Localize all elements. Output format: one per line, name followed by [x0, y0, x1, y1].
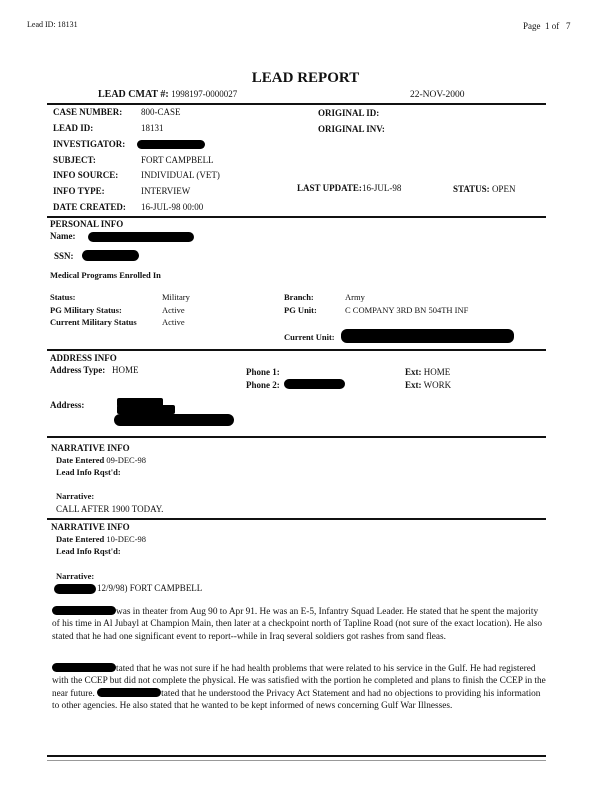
narrative2-paragraph1 [52, 606, 548, 643]
info-type-value: INTERVIEW [141, 186, 191, 196]
paragraph2-text-a: tated that he was not sure if he had health problems that were related to his service in the Gulf. He had registered with the CCEP but did not complete the physical. He was satisfied with the portion he completed and plans to finish the CCEP in the near future. [52, 664, 546, 699]
pg-military-status-label: PG Military Status: [50, 305, 122, 315]
report-title: LEAD REPORT [251, 70, 360, 86]
date-entered-value: 09-DEC-98 [106, 455, 147, 465]
status-military-value: Military [162, 292, 190, 302]
date-entered-label: Date Entered [56, 534, 105, 544]
case-number-label: CASE NUMBER: [53, 107, 123, 117]
date-entered-value: 10-DEC-98 [106, 534, 147, 544]
address-type-label: Address Type: [50, 365, 106, 375]
name-label: Name: [50, 231, 76, 241]
current-unit-label: Current Unit: [284, 332, 335, 342]
narrative2-paragraph2 [52, 663, 548, 712]
redacted-phone2 [284, 379, 345, 389]
narrative2-lead-info-label: Lead Info Rqst'd: [56, 546, 121, 556]
redacted-name [88, 232, 194, 242]
cmat-row [98, 89, 237, 100]
subject-label: SUBJECT: [53, 155, 96, 165]
divider [47, 216, 546, 218]
ext2 [405, 380, 451, 390]
redacted-ssn [82, 250, 139, 261]
page-indicator [523, 21, 571, 31]
pg-unit-value: C COMPANY 3RD BN 504TH INF [345, 305, 469, 315]
ext1-value: HOME [423, 367, 451, 377]
date-entered-label: Date Entered [56, 455, 105, 465]
phone1-label: Phone 1: [246, 367, 280, 377]
current-military-status-value: Active [162, 317, 185, 327]
branch-label: Branch: [284, 292, 314, 302]
ext1 [405, 367, 450, 377]
original-inv-label: ORIGINAL INV: [318, 124, 385, 134]
lead-id-value: 18131 [141, 123, 164, 133]
cmat-value: 1998197-0000027 [171, 89, 238, 99]
narrative1-text: CALL AFTER 1900 TODAY. [56, 504, 164, 514]
divider [47, 755, 546, 757]
status-value: OPEN [491, 184, 516, 194]
lead-id-header: Lead ID: 18131 [27, 20, 78, 29]
ssn-label: SSN: [54, 251, 74, 261]
page-label: Page [523, 21, 541, 31]
original-id-label: ORIGINAL ID: [318, 108, 380, 118]
divider [47, 760, 546, 761]
redacted-address-line3 [114, 414, 234, 426]
redacted-name-inline [97, 688, 161, 697]
redacted-name-inline [52, 663, 116, 672]
paragraph1-text: was in theater from Aug 90 to Apr 91. He was an E-5, Infantry Squad Leader. He stated that he spent the majority of his time in Al Jubayl at Champion Main, then later at a checkpoint north of Tapline Road (not sure of the exact location). He also stated that he had one significant event to report--while in Iraq several soldiers got rashes from sand fleas. [52, 607, 542, 642]
date-created-value: 16-JUL-98 00:00 [141, 202, 204, 212]
current-military-status-label: Current Military Status [50, 317, 137, 327]
address-type [50, 365, 139, 375]
narrative2-first-line: 12/9/98) FORT CAMPBELL [97, 583, 203, 593]
last-update-label: LAST UPDATE: [297, 183, 362, 193]
page-total: 7 [566, 21, 571, 31]
pg-military-status-value: Active [162, 305, 185, 315]
personal-info-heading: PERSONAL INFO [50, 219, 124, 229]
narrative2-date-entered [56, 534, 146, 544]
date-created-label: DATE CREATED: [53, 202, 126, 212]
cmat-label: LEAD CMAT #: [98, 89, 169, 100]
redacted-address-line2 [117, 405, 175, 414]
redacted-current-unit [341, 329, 514, 343]
medical-programs-label: Medical Programs Enrolled In [50, 270, 161, 280]
info-type-label: INFO TYPE: [53, 186, 105, 196]
case-number-value: 800-CASE [141, 107, 181, 117]
divider [47, 518, 546, 520]
divider [47, 436, 546, 438]
ext2-value: WORK [423, 380, 452, 390]
subject-value: FORT CAMPBELL [141, 155, 214, 165]
narrative1-lead-info-label: Lead Info Rqst'd: [56, 467, 121, 477]
address-info-heading: ADDRESS INFO [50, 353, 117, 363]
phone2-label: Phone 2: [246, 380, 280, 390]
status [453, 184, 515, 194]
status-military-label: Status: [50, 292, 76, 302]
ext1-label: Ext: [405, 367, 422, 377]
report-date: 22-NOV-2000 [410, 90, 465, 100]
branch-value: Army [345, 292, 365, 302]
address-label: Address: [50, 400, 85, 410]
info-source-label: INFO SOURCE: [53, 170, 119, 180]
redacted-name-inline [52, 606, 116, 615]
page-number: 1 [545, 21, 550, 31]
last-update [297, 183, 401, 193]
lead-id-label: LEAD ID: [53, 123, 94, 133]
divider [47, 103, 546, 105]
page-of: of [551, 21, 560, 31]
last-update-value: 16-JUL-98 [361, 183, 402, 193]
info-source-value: INDIVIDUAL (VET) [141, 170, 220, 180]
paragraph2-text-b: tated that he understood the Privacy Act Statement and had no objections to providing his information to other agencies. He also stated that he wanted to be kept informed of news concerning Gulf War Illnesses. [52, 688, 541, 711]
status-label: STATUS: [453, 184, 490, 194]
redacted-investigator [137, 140, 205, 149]
address-type-value: HOME [112, 365, 139, 375]
ext2-label: Ext: [405, 380, 422, 390]
narrative1-date-entered [56, 455, 146, 465]
investigator-label: INVESTIGATOR: [53, 139, 126, 149]
narrative2-heading: NARRATIVE INFO [51, 522, 130, 532]
narrative1-heading: NARRATIVE INFO [51, 443, 130, 453]
redacted-narrative-name [54, 584, 96, 594]
narrative2-narrative-label: Narrative: [56, 571, 95, 581]
pg-unit-label: PG Unit: [284, 305, 317, 315]
divider [47, 349, 546, 351]
narrative1-narrative-label: Narrative: [56, 491, 95, 501]
